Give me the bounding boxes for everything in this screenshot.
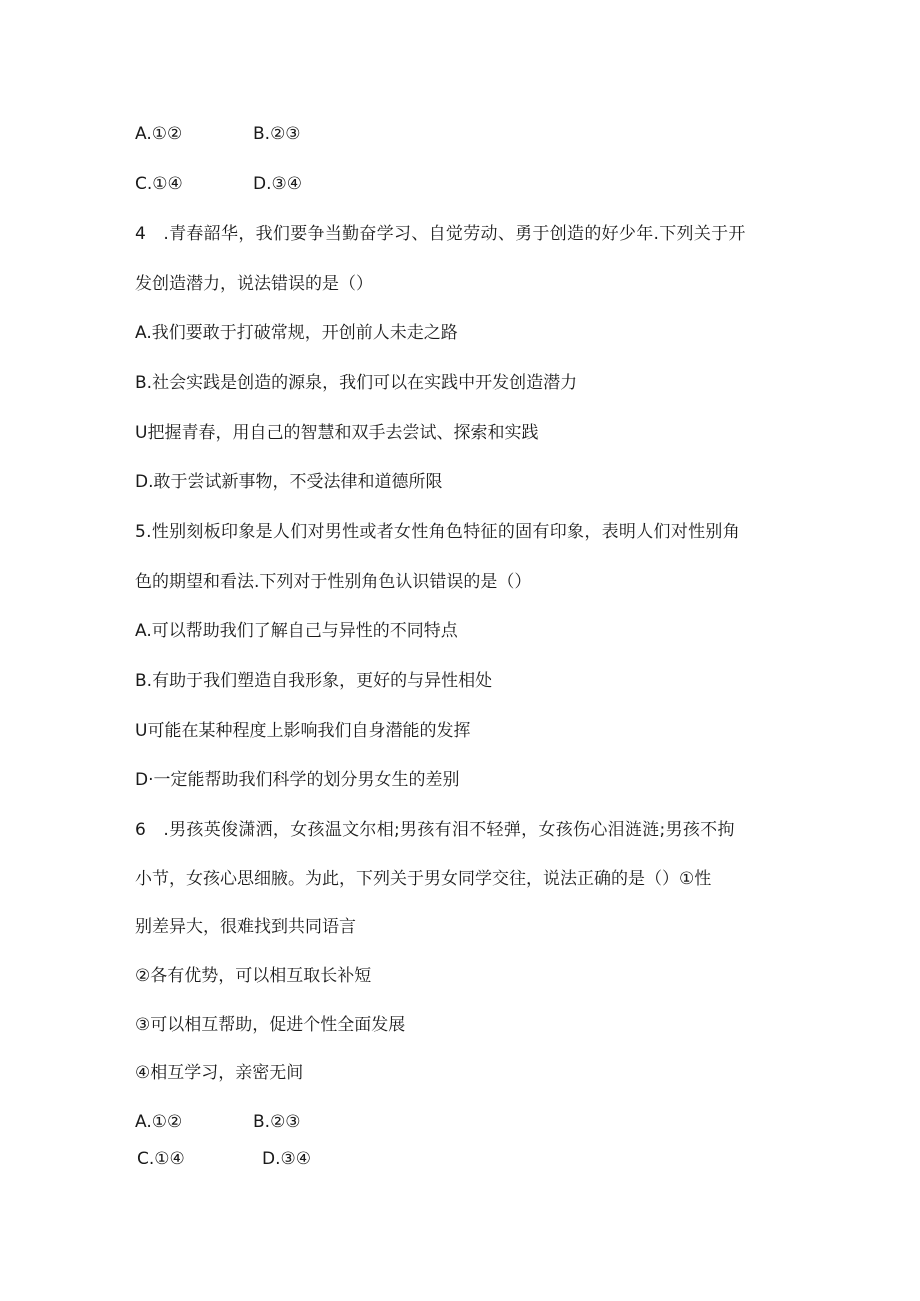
q4-option-a: A.我们要敢于打破常规，开创前人未走之路 (135, 323, 458, 343)
q6-item-3: ③可以相互帮助，促进个性全面发展 (135, 1015, 406, 1035)
q4-stem-line2: 发创造潜力，说法错误的是（） (135, 274, 373, 294)
q6-option-d: D.③④ (262, 1149, 311, 1169)
q3-option-a: A.①② (135, 124, 183, 144)
q3-option-b: B.②③ (253, 124, 301, 144)
q5-stem-line2: 色的期望和看法.下列对于性别角色认识错误的是（） (135, 572, 532, 592)
q6-stem-line3: 别差异大，很难找到共同语言 (135, 917, 356, 937)
q4-stem-line1: 4 .青春韶华，我们要争当勤奋学习、自觉劳动、勇于创造的好少年.下列关于开 (135, 224, 746, 244)
q4-option-d: D.敢于尝试新事物，不受法律和道德所限 (135, 472, 443, 492)
q6-option-b: B.②③ (253, 1112, 301, 1132)
q5-option-b: B.有助于我们塑造自我形象，更好的与异性相处 (135, 671, 493, 691)
q6-item-2: ②各有优势，可以相互取长补短 (135, 966, 372, 986)
q6-stem-line1: 6 .男孩英俊潇洒，女孩温文尔相;男孩有泪不轻弹，女孩伤心泪涟涟;男孩不拘 (135, 820, 735, 840)
q5-option-d: D·一定能帮助我们科学的划分男女生的差别 (135, 770, 460, 790)
q4-option-b: B.社会实践是创造的源泉，我们可以在实践中开发创造潜力 (135, 373, 578, 393)
q6-option-c: C.①④ (137, 1149, 185, 1169)
q6-option-a: A.①② (135, 1112, 183, 1132)
q3-option-c: C.①④ (135, 174, 183, 194)
q6-stem-line2: 小节，女孩心思细腋。为此，下列关于男女同学交往，说法正确的是（）①性 (135, 869, 712, 889)
q5-option-c: U可能在某种程度上影响我们自身潜能的发挥 (135, 721, 471, 741)
q3-option-d: D.③④ (253, 174, 302, 194)
q5-stem-line1: 5.性别刻板印象是人们对男性或者女性角色特征的固有印象，表明人们对性别角 (135, 522, 741, 542)
q4-option-c: U把握青春，用自己的智慧和双手去尝试、探索和实践 (135, 423, 539, 443)
q5-option-a: A.可以帮助我们了解自己与异性的不同特点 (135, 621, 458, 641)
q6-item-4: ④相互学习，亲密无间 (135, 1063, 304, 1083)
